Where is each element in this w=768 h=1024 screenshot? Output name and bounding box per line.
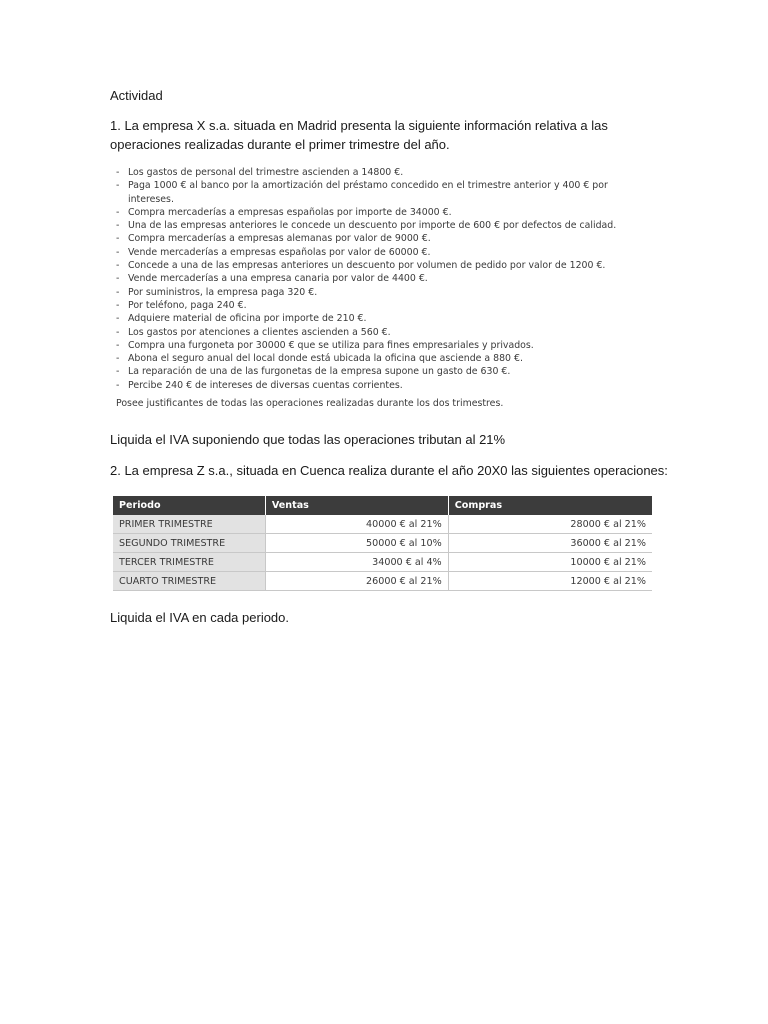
list-item: - La reparación de una de las furgonetas de la empresa supone un gasto de 630 €. [116,366,511,378]
table-row [113,553,652,572]
question-1-scanned-list [116,166,656,410]
list-item: - Compra una furgoneta por 30000 € que se utiliza para fines empresariales y privados. [116,339,534,351]
question-1-task: Liquida el IVA suponiendo que todas las operaciones tributan al 21% [110,432,506,447]
list-item: - Percibe 240 € de intereses de diversas cuentas corrientes. [116,379,403,391]
column-header-compras: Compras [448,496,652,515]
document-title: Actividad [110,88,163,103]
cell-periodo: CUARTO TRIMESTRE [113,572,265,591]
cell-periodo: TERCER TRIMESTRE [113,553,265,572]
list-item: - Adquiere material de oficina por importe de 210 €. [116,313,367,325]
list-item: - Los gastos de personal del trimestre ascienden a 14800 €. [116,167,404,178]
list-item: - Concede a una de las empresas anteriores un descuento por volumen de pedido por valor de 1200 €. [116,260,606,272]
cell-ventas: 34000 € al 4% [265,553,448,572]
question-1-footnote: Posee justificantes de todas las operaciones realizadas durante los dos trimestres. [116,398,504,410]
list-item: - Por teléfono, paga 240 €. [116,299,247,311]
question-2-table [113,496,652,591]
column-header-ventas: Ventas [265,496,448,515]
question-2-intro: 2. La empresa Z s.a., situada en Cuenca realiza durante el año 20X0 las siguientes operaciones: [110,463,668,478]
table-header-row [113,496,652,515]
cell-ventas: 40000 € al 21% [265,515,448,534]
cell-ventas: 50000 € al 10% [265,534,448,553]
cell-periodo: PRIMER TRIMESTRE [113,515,265,534]
cell-compras: 36000 € al 21% [448,534,652,553]
list-item: - Una de las empresas anteriores le concede un descuento por importe de 600 € por defectos de calidad. [116,220,617,232]
column-header-periodo: Periodo [113,496,265,515]
operations-list [116,166,656,392]
question-1-intro: 1. La empresa X s.a. situada en Madrid presenta la siguiente información relativa a las operaciones realizadas durante el primer trimestre del año. [110,118,608,152]
cell-compras: 28000 € al 21% [448,515,652,534]
list-item: - Los gastos por atenciones a clientes ascienden a 560 €. [116,326,391,338]
list-item: - Por suministros, la empresa paga 320 €. [116,286,318,298]
list-item: - Compra mercaderías a empresas alemanas por valor de 9000 €. [116,233,431,245]
cell-compras: 10000 € al 21% [448,553,652,572]
table-row [113,572,652,591]
cell-periodo: SEGUNDO TRIMESTRE [113,534,265,553]
question-2-task: Liquida el IVA en cada periodo. [110,610,290,625]
table-row [113,534,652,553]
list-item: - Vende mercaderías a empresas españolas por valor de 60000 €. [116,246,431,258]
cell-ventas: 26000 € al 21% [265,572,448,591]
table-row [113,515,652,534]
list-item: - Compra mercaderías a empresas españolas por importe de 34000 €. [116,206,452,218]
list-item: - Vende mercaderías a una empresa canaria por valor de 4400 €. [116,273,428,285]
cell-compras: 12000 € al 21% [448,572,652,591]
list-item: - Abona el seguro anual del local donde está ubicada la oficina que asciende a 880 €. [116,353,523,365]
list-item: - Paga 1000 € al banco por la amortización del préstamo concedido en el trimestre anterior y 400 € por intereses. [116,180,608,205]
